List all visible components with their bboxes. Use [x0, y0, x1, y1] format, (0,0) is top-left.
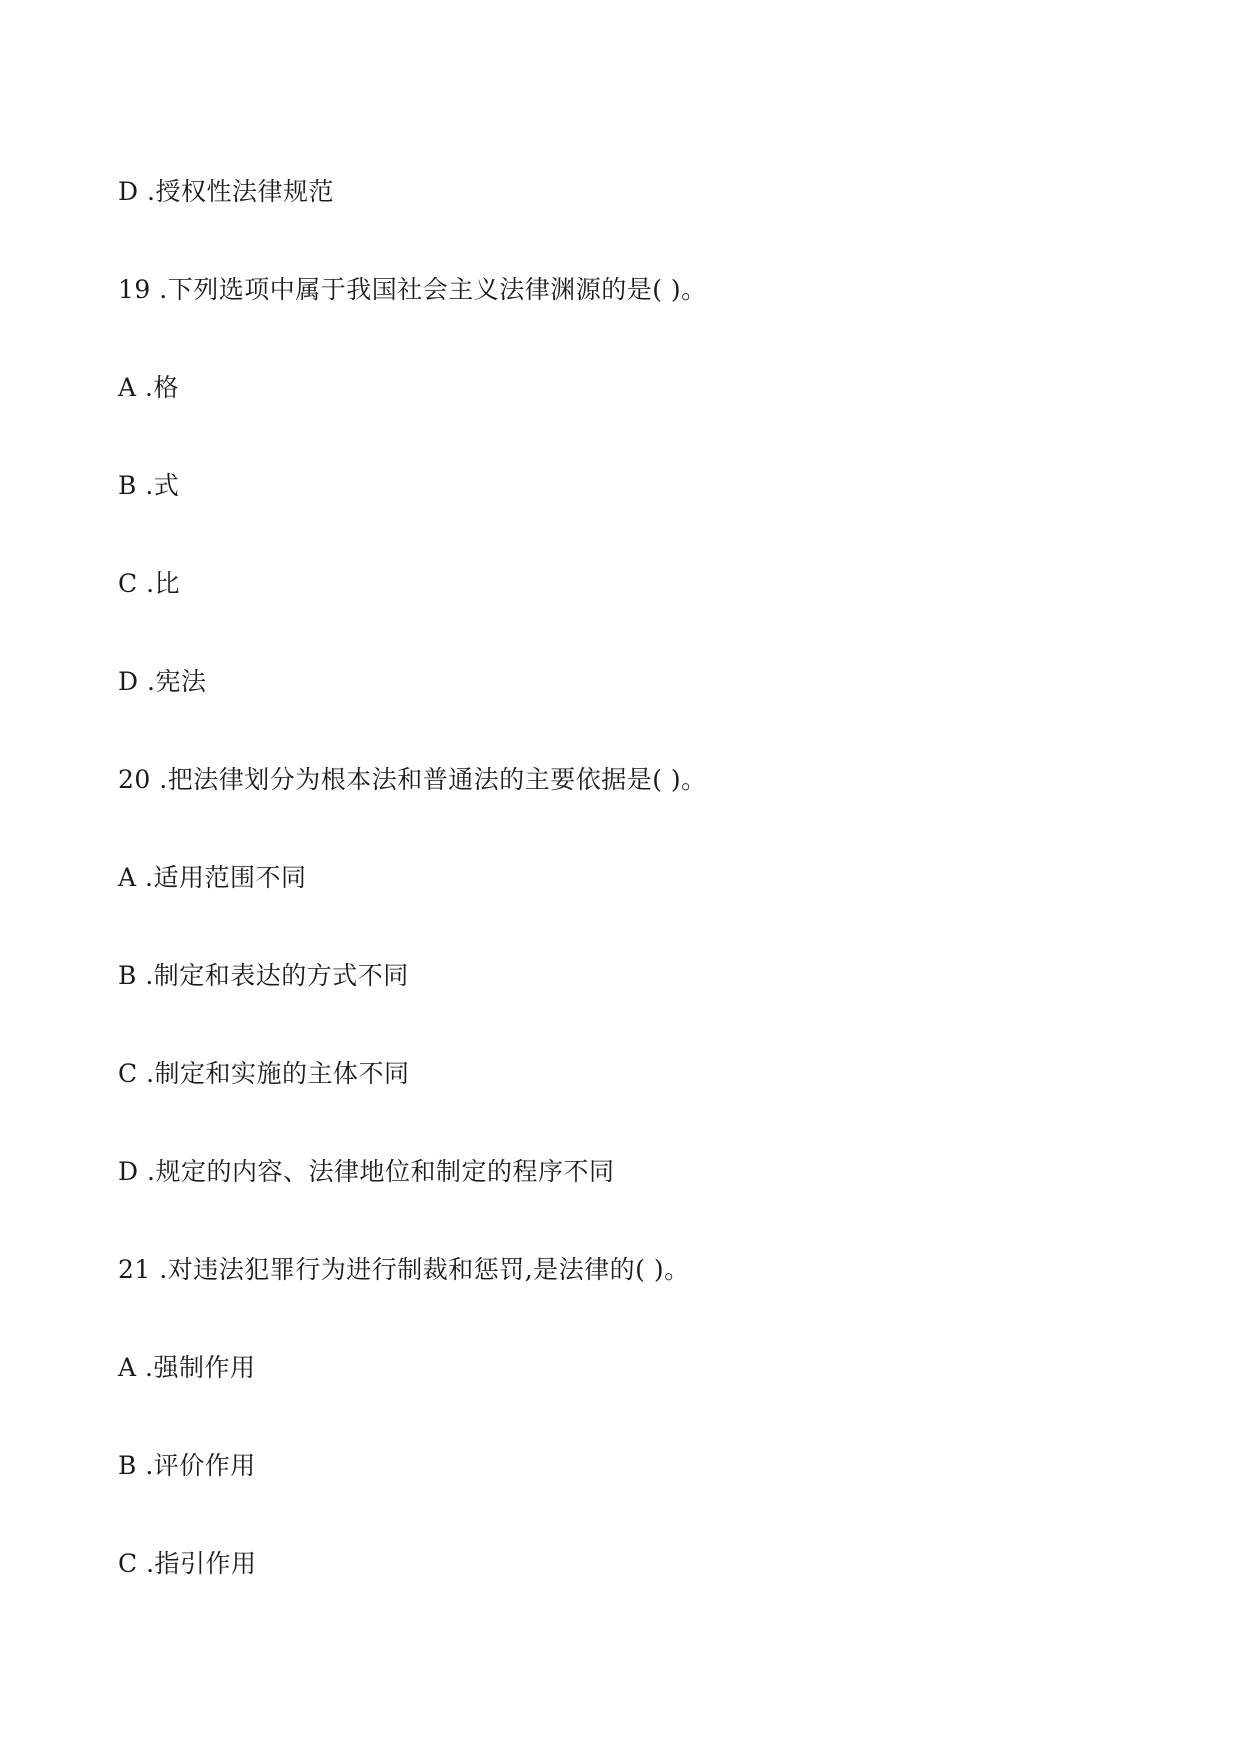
- option-d-q20: D .规定的内容、法律地位和制定的程序不同: [118, 1157, 615, 1186]
- question-19: 19 .下列选项中属于我国社会主义法律渊源的是( )。: [118, 275, 707, 304]
- option-b-q21: B .评价作用: [118, 1451, 256, 1480]
- option-b-q19: B .式: [118, 471, 180, 500]
- option-d-q18: D .授权性法律规范: [118, 177, 334, 206]
- option-c-q20: C .制定和实施的主体不同: [118, 1059, 410, 1088]
- option-b-q20: B .制定和表达的方式不同: [118, 961, 409, 990]
- question-20: 20 .把法律划分为根本法和普通法的主要依据是( )。: [118, 765, 707, 794]
- option-c-q21: C .指引作用: [118, 1549, 257, 1578]
- option-c-q19: C .比: [118, 569, 181, 598]
- option-a-q20: A .适用范围不同: [118, 863, 307, 892]
- option-a-q19: A .格: [118, 373, 179, 402]
- option-d-q19: D .宪法: [118, 667, 207, 696]
- option-a-q21: A .强制作用: [118, 1353, 256, 1382]
- question-21: 21 .对违法犯罪行为进行制裁和惩罚,是法律的( )。: [118, 1255, 690, 1284]
